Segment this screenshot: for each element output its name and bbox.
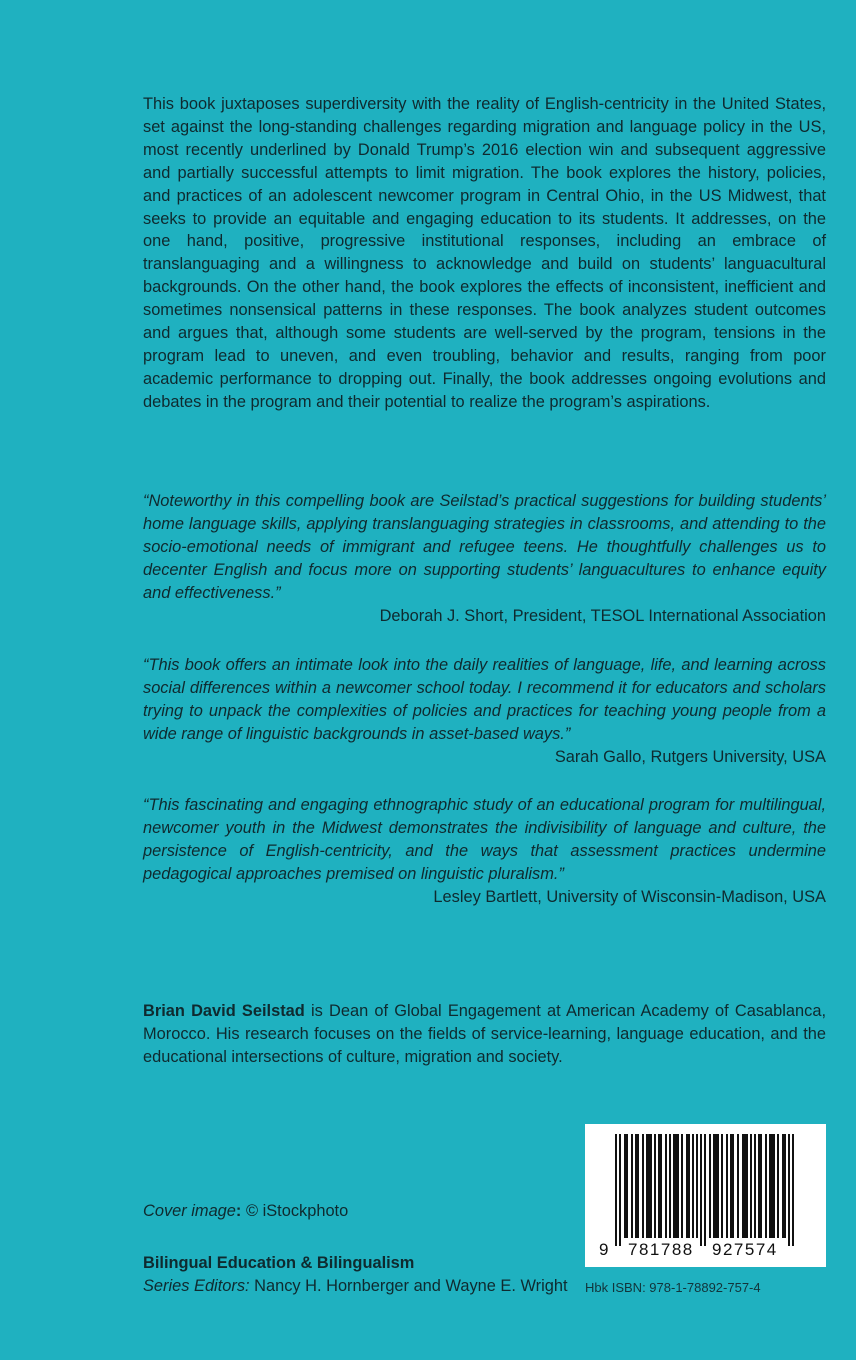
endorsement-attribution: Deborah J. Short, President, TESOL International Association [379, 607, 826, 625]
endorsement-quote: “This book offers an intimate look into the daily realities of language, life, and learning across social differences within a newcomer school today. I recommend it for educators and scholars trying to unpack the complexities of policies and practices for teaching young people from a wide range of linguistic backgrounds in asset-based ways.” [143, 656, 826, 743]
endorsement-1 [143, 490, 826, 628]
series-editors [143, 1277, 568, 1296]
cover-image-label: Cover image [143, 1202, 236, 1220]
barcode-digits-right: 927574 [712, 1240, 778, 1259]
endorsement-quote: “Noteworthy in this compelling book are Seilstad’s practical suggestions for building students’ home language skills, applying translanguaging strategies in classrooms, and attending to the socio-emotional needs of immigrant and refugee teens. He thoughtfully challenges us to decenter English and focus more on supporting students’ languacultures to enhance equity and effectiveness.” [143, 492, 826, 602]
barcode-digit-prefix: 9 [599, 1240, 609, 1259]
endorsement-2 [143, 654, 826, 769]
endorsement-3 [143, 794, 826, 909]
author-bio-text: is Dean of Global Engagement at American Academy of Casablanca, Morocco. His research focuses on the fields of service-learning, language education, and the educational intersections of culture, migration and society. [143, 1002, 826, 1066]
series-title: Bilingual Education & Bilingualism [143, 1254, 415, 1272]
book-description: This book juxtaposes superdiversity with the reality of English-centricity in the United States, set against the long-standing challenges regarding migration and language policy in the US, most recently underlined by Donald Trump’s 2016 election win and subsequent aggressive and partially successful attempts to limit migration. The book explores the history, policies, and practices of an adolescent newcomer program in Central Ohio, in the US Midwest, that seeks to provide an equitable and engaging education to its students. It addresses, on the one hand, positive, progressive institutional responses, including an embrace of translanguaging and a willingness to acknowledge and build on students’ languacultural backgrounds. On the other hand, the book explores the effects of inconsistent, inefficient and sometimes nonsensical patterns in these responses. The book analyzes student outcomes and argues that, although some students are well-served by the program, tensions in the program lead to uneven, and even troubling, behavior and results, ranging from poor academic performance to dropping out. Finally, the book addresses ongoing evolutions and debates in the program and their potential to realize the program’s aspirations. [143, 95, 826, 411]
cover-image-separator: : [235, 1202, 242, 1220]
isbn: Hbk ISBN: 978-1-78892-757-4 [585, 1280, 761, 1295]
author-name: Brian David Seilstad [143, 1002, 305, 1020]
series-editors-names: Nancy H. Hornberger and Wayne E. Wright [249, 1277, 568, 1295]
author-bio [143, 1000, 826, 1069]
cover-image-credit-text: © iStockphoto [241, 1202, 349, 1220]
barcode-digits-left: 781788 [628, 1240, 694, 1259]
barcode-bars [585, 1124, 826, 1267]
endorsement-attribution: Sarah Gallo, Rutgers University, USA [554, 748, 826, 766]
series-editors-label: Series Editors: [143, 1277, 250, 1295]
cover-image-credit [143, 1202, 348, 1221]
barcode [585, 1124, 826, 1267]
endorsement-attribution: Lesley Bartlett, University of Wisconsin-Madison, USA [433, 888, 826, 906]
endorsement-quote: “This fascinating and engaging ethnographic study of an educational program for multilingual, newcomer youth in the Midwest demonstrates the indivisibility of language and culture, the persistence of English-centricity, and the ways that assessment practices undermine pedagogical approaches premised on linguistic pluralism.” [143, 796, 826, 883]
